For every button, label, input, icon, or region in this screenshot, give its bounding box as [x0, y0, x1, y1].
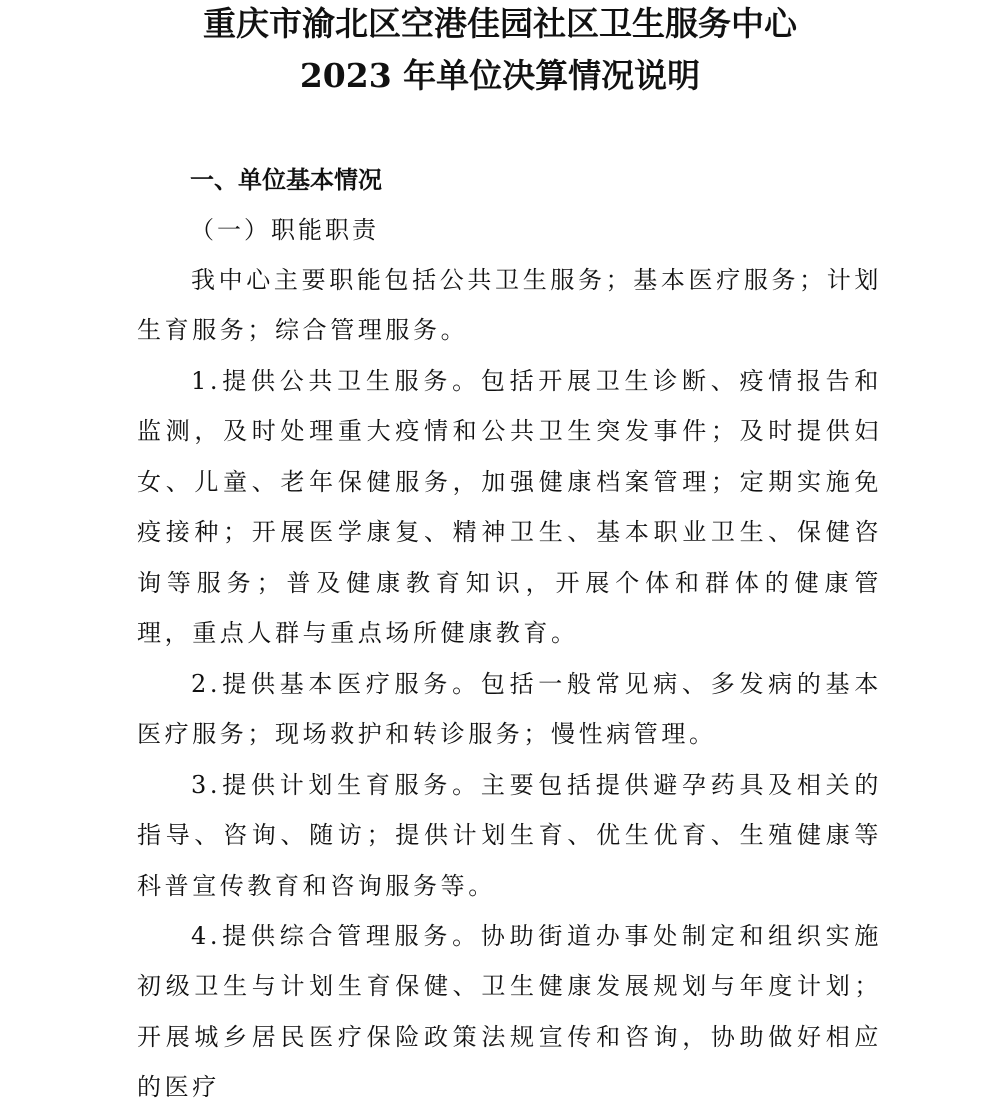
paragraph-family-planning: 3.提供计划生育服务。主要包括提供避孕药具及相关的指导、咨询、随访；提供计划生育、优生优育、生殖健康等科普宣传教育和咨询服务等。	[137, 771, 882, 900]
section-heading: 一、单位基本情况	[190, 166, 382, 194]
document-title-line1: 重庆市渝北区空港佳园社区卫生服务中心	[203, 4, 797, 43]
paragraph-comprehensive-management: 4.提供综合管理服务。协助街道办事处制定和组织实施初级卫生与计划生育保健、卫生健康发展规划与年度计划；开展城乡居民医疗保险政策法规宣传和咨询，协助做好相应的医疗	[137, 922, 882, 1102]
document-title-line2: 2023 年单位决算情况说明	[299, 56, 701, 95]
paragraph-functions-summary: 我中心主要职能包括公共卫生服务；基本医疗服务；计划生育服务；综合管理服务。	[137, 266, 882, 345]
paragraph-basic-medical: 2.提供基本医疗服务。包括一般常见病、多发病的基本医疗服务；现场救护和转诊服务；慢性病管理。	[137, 670, 882, 749]
subsection-heading: （一）职能职责	[190, 216, 379, 244]
paragraph-public-health: 1.提供公共卫生服务。包括开展卫生诊断、疫情报告和监测，及时处理重大疫情和公共卫生突发事件；及时提供妇女、儿童、老年保健服务，加强健康档案管理；定期实施免疫接种；开展医学康复、精神卫生、基本职业卫生、保健咨询等服务；普及健康教育知识，开展个体和群体的健康管理，重点人群与重点场所健康教育。	[137, 367, 882, 648]
